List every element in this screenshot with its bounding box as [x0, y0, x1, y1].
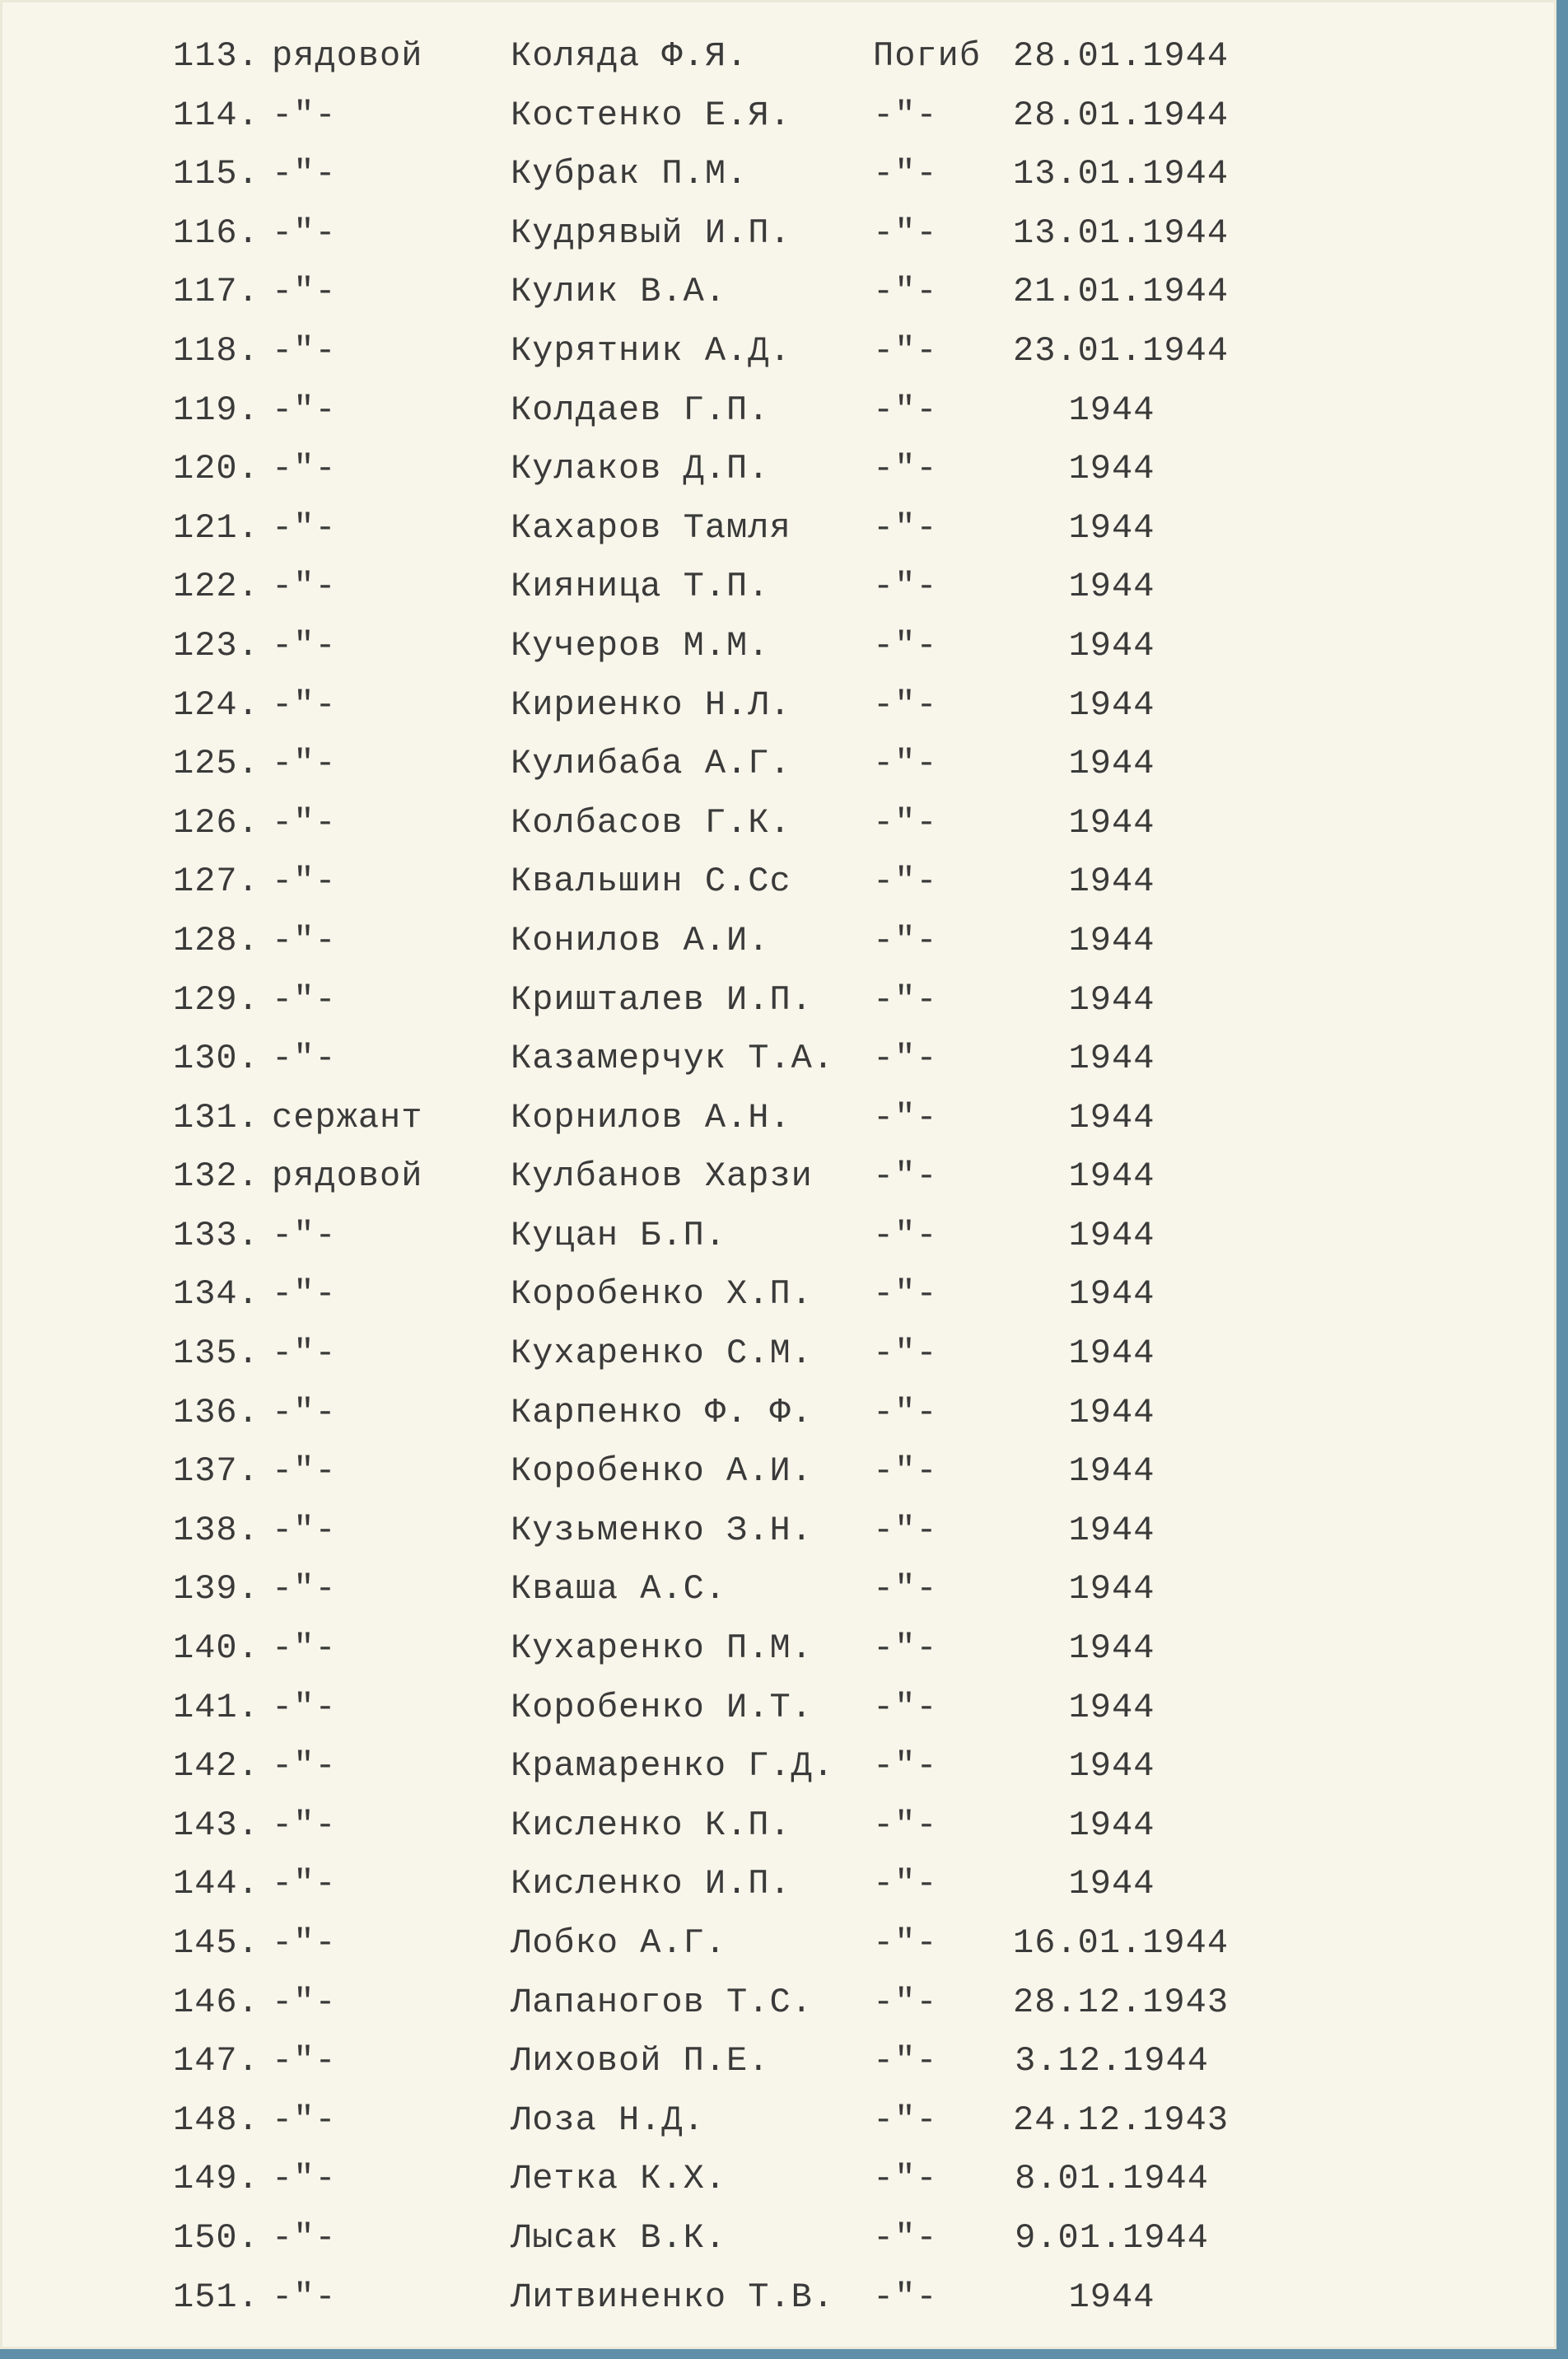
list-item [0, 1393, 1556, 1452]
entry-status: -"- [873, 507, 938, 548]
entry-rank: рядовой [272, 1156, 423, 1197]
entry-number: 129. [173, 979, 259, 1020]
entry-date: 1944 [1068, 1215, 1155, 1255]
entry-rank: -"- [272, 95, 337, 135]
entry-date: 1944 [1068, 449, 1155, 489]
entry-name: Конилов А.И. [511, 920, 770, 960]
entry-status: -"- [873, 95, 938, 135]
list-item [0, 626, 1556, 685]
list-item [0, 449, 1556, 508]
entry-name: Кулибаба А.Г. [511, 744, 791, 784]
entry-rank: -"- [272, 1982, 337, 2022]
list-item [0, 567, 1556, 626]
entry-number: 128. [173, 920, 259, 960]
entry-rank: -"- [272, 330, 337, 371]
entry-number: 116. [173, 213, 259, 253]
entry-status: -"- [873, 1510, 938, 1550]
list-item [0, 2218, 1556, 2277]
entry-name: Лоза Н.Д. [511, 2100, 705, 2140]
entry-number: 121. [173, 507, 259, 548]
entry-number: 139. [173, 1569, 259, 1609]
entry-name: Кулаков Д.П. [511, 449, 770, 489]
entry-status: -"- [873, 2041, 938, 2081]
entry-status: -"- [873, 1923, 938, 1963]
entry-name: Коробенко Х.П. [511, 1274, 813, 1315]
entry-rank: -"- [272, 2217, 337, 2258]
entry-date: 1944 [1068, 920, 1155, 960]
entry-number: 141. [173, 1687, 259, 1727]
entry-rank: -"- [272, 744, 337, 784]
entry-name: Кулбанов Харзи [511, 1156, 813, 1197]
entry-status: -"- [873, 862, 938, 902]
list-item [0, 921, 1556, 980]
list-item [0, 1216, 1556, 1275]
entry-rank: -"- [272, 979, 337, 1020]
entry-number: 143. [173, 1805, 259, 1845]
list-item [0, 1864, 1556, 1923]
list-item [0, 2159, 1556, 2218]
entry-status: -"- [873, 979, 938, 1020]
entry-date: 23.01.1944 [1013, 330, 1230, 371]
entry-rank: -"- [272, 1274, 337, 1315]
entry-number: 118. [173, 330, 259, 371]
entry-date: 1944 [1068, 1392, 1155, 1432]
list-item [0, 36, 1556, 96]
entry-date: 1944 [1068, 1864, 1155, 1904]
list-item [0, 1569, 1556, 1628]
entry-status: -"- [873, 1156, 938, 1197]
entry-date: 1944 [1068, 1156, 1155, 1197]
list-item [0, 862, 1556, 921]
entry-date: 3.12.1944 [1015, 2041, 1209, 2081]
entry-name: Кисленко К.П. [511, 1805, 791, 1845]
entry-date: 16.01.1944 [1013, 1923, 1230, 1963]
entry-number: 114. [173, 95, 259, 135]
entry-rank: -"- [272, 1569, 337, 1609]
entry-status: -"- [873, 1097, 938, 1137]
entry-date: 1944 [1068, 1274, 1155, 1315]
entry-rank: -"- [272, 1864, 337, 1904]
entry-name: Кириенко Н.Л. [511, 684, 791, 725]
entry-name: Карпенко Ф. Ф. [511, 1392, 813, 1432]
entry-number: 137. [173, 1451, 259, 1492]
entry-number: 148. [173, 2100, 259, 2140]
entry-number: 113. [173, 36, 259, 76]
list-item [0, 2277, 1556, 2337]
entry-number: 135. [173, 1334, 259, 1374]
entry-number: 140. [173, 1628, 259, 1669]
entry-status: -"- [873, 1982, 938, 2022]
entry-date: 1944 [1068, 1097, 1155, 1137]
entry-number: 131. [173, 1097, 259, 1137]
list-item [0, 1688, 1556, 1747]
entry-rank: -"- [272, 213, 337, 253]
list-item [0, 1098, 1556, 1157]
entry-name: Кваша А.С. [511, 1569, 727, 1609]
entry-rank: -"- [272, 567, 337, 607]
entry-date: 1944 [1068, 684, 1155, 725]
entry-rank: -"- [272, 1923, 337, 1963]
entry-status: -"- [873, 1569, 938, 1609]
entry-name: Кулик В.А. [511, 272, 727, 312]
entry-status: -"- [873, 213, 938, 253]
entry-date: 1944 [1068, 802, 1155, 843]
list-item [0, 2100, 1556, 2160]
entry-number: 127. [173, 862, 259, 902]
entry-number: 138. [173, 1510, 259, 1550]
entry-status: -"- [873, 744, 938, 784]
entry-date: 28.01.1944 [1013, 95, 1230, 135]
entry-date: 1944 [1068, 1628, 1155, 1669]
entry-date: 24.12.1943 [1013, 2100, 1230, 2140]
entry-number: 132. [173, 1156, 259, 1197]
list-item [0, 1628, 1556, 1688]
entry-rank: рядовой [272, 36, 423, 76]
entry-number: 126. [173, 802, 259, 843]
list-item [0, 1156, 1556, 1216]
entry-date: 1944 [1068, 2277, 1155, 2317]
entry-date: 1944 [1068, 1805, 1155, 1845]
list-item [0, 1805, 1556, 1865]
list-item [0, 1511, 1556, 1570]
list-item [0, 331, 1556, 390]
entry-number: 125. [173, 744, 259, 784]
entry-status: -"- [873, 2217, 938, 2258]
list-item [0, 685, 1556, 745]
entry-status: -"- [873, 2100, 938, 2140]
entry-date: 9.01.1944 [1015, 2217, 1209, 2258]
entry-number: 150. [173, 2217, 259, 2258]
entry-name: Летка К.Х. [511, 2159, 727, 2199]
entry-status: -"- [873, 1451, 938, 1492]
entry-name: Корнилов А.Н. [511, 1097, 791, 1137]
entry-rank: -"- [272, 1510, 337, 1550]
entry-status: -"- [873, 154, 938, 194]
entry-name: Лобко А.Г. [511, 1923, 727, 1963]
entry-rank: -"- [272, 684, 337, 725]
entry-name: Лиховой П.Е. [511, 2041, 770, 2081]
entry-name: Кудрявый И.П. [511, 213, 791, 253]
entry-name: Кисленко И.П. [511, 1864, 791, 1904]
entry-rank: -"- [272, 2041, 337, 2081]
entry-status: -"- [873, 1628, 938, 1669]
entry-date: 1944 [1068, 507, 1155, 548]
entry-number: 145. [173, 1923, 259, 1963]
entry-number: 124. [173, 684, 259, 725]
entry-status: -"- [873, 449, 938, 489]
list-item [0, 390, 1556, 450]
entry-rank: -"- [272, 2277, 337, 2317]
entry-status: -"- [873, 684, 938, 725]
entry-name: Кучеров М.М. [511, 625, 770, 666]
list-item [0, 272, 1556, 331]
entry-date: 1944 [1068, 625, 1155, 666]
entry-date: 1944 [1068, 567, 1155, 607]
entry-date: 13.01.1944 [1013, 213, 1230, 253]
entry-status: -"- [873, 802, 938, 843]
casualty-list [0, 36, 1556, 2336]
entry-name: Казамерчук Т.А. [511, 1039, 835, 1079]
entry-rank: -"- [272, 920, 337, 960]
list-item [0, 96, 1556, 155]
entry-number: 130. [173, 1039, 259, 1079]
entry-name: Квальшин С.Сс [511, 862, 791, 902]
entry-number: 115. [173, 154, 259, 194]
entry-name: Коробенко А.И. [511, 1451, 813, 1492]
list-item [0, 803, 1556, 862]
entry-date: 21.01.1944 [1013, 272, 1230, 312]
list-item [0, 1274, 1556, 1334]
entry-status: -"- [873, 2277, 938, 2317]
entry-date: 28.12.1943 [1013, 1982, 1230, 2022]
entry-rank: -"- [272, 154, 337, 194]
entry-status: -"- [873, 567, 938, 607]
list-item [0, 1334, 1556, 1393]
entry-name: Коляда Ф.Я. [511, 36, 749, 76]
entry-number: 151. [173, 2277, 259, 2317]
entry-number: 136. [173, 1392, 259, 1432]
entry-status: -"- [873, 920, 938, 960]
entry-name: Костенко Е.Я. [511, 95, 791, 135]
entry-status: -"- [873, 625, 938, 666]
entry-name: Кухаренко С.М. [511, 1334, 813, 1374]
entry-rank: -"- [272, 1687, 337, 1727]
list-item [0, 508, 1556, 568]
entry-name: Крамаренко Г.Д. [511, 1746, 835, 1787]
entry-number: 144. [173, 1864, 259, 1904]
entry-rank: -"- [272, 390, 337, 430]
entry-status: -"- [873, 1687, 938, 1727]
entry-status: -"- [873, 1746, 938, 1787]
entry-name: Куцан Б.П. [511, 1215, 727, 1255]
entry-number: 146. [173, 1982, 259, 2022]
entry-rank: -"- [272, 507, 337, 548]
list-item [0, 1451, 1556, 1511]
entry-rank: -"- [272, 2100, 337, 2140]
list-item [0, 1923, 1556, 1983]
entry-rank: -"- [272, 802, 337, 843]
entry-rank: -"- [272, 1451, 337, 1492]
entry-rank: -"- [272, 1746, 337, 1787]
entry-name: Колбасов Г.К. [511, 802, 791, 843]
entry-status: -"- [873, 390, 938, 430]
entry-status: -"- [873, 2159, 938, 2199]
entry-name: Лысак В.К. [511, 2217, 727, 2258]
entry-rank: -"- [272, 1392, 337, 1432]
entry-name: Кубрак П.М. [511, 154, 749, 194]
entry-name: Колдаев Г.П. [511, 390, 770, 430]
entry-number: 123. [173, 625, 259, 666]
entry-status: -"- [873, 1215, 938, 1255]
entry-date: 1944 [1068, 1039, 1155, 1079]
entry-number: 147. [173, 2041, 259, 2081]
entry-name: Кухаренко П.М. [511, 1628, 813, 1669]
entry-name: Кияница Т.П. [511, 567, 770, 607]
entry-status: -"- [873, 1274, 938, 1315]
entry-date: 1944 [1068, 390, 1155, 430]
list-item [0, 2041, 1556, 2100]
entry-name: Кузьменко З.Н. [511, 1510, 813, 1550]
entry-date: 8.01.1944 [1015, 2159, 1209, 2199]
entry-number: 122. [173, 567, 259, 607]
entry-status: -"- [873, 1392, 938, 1432]
entry-number: 149. [173, 2159, 259, 2199]
entry-date: 28.01.1944 [1013, 36, 1230, 76]
entry-rank: -"- [272, 862, 337, 902]
entry-date: 1944 [1068, 1451, 1155, 1492]
entry-name: Лапаногов Т.С. [511, 1982, 813, 2022]
entry-rank: сержант [272, 1097, 423, 1137]
entry-rank: -"- [272, 1039, 337, 1079]
entry-status: -"- [873, 1334, 938, 1374]
entry-date: 1944 [1068, 1334, 1155, 1374]
entry-date: 1944 [1068, 744, 1155, 784]
entry-date: 1944 [1068, 1687, 1155, 1727]
entry-date: 1944 [1068, 1569, 1155, 1609]
entry-rank: -"- [272, 272, 337, 312]
entry-number: 117. [173, 272, 259, 312]
entry-number: 133. [173, 1215, 259, 1255]
entry-rank: -"- [272, 1628, 337, 1669]
list-item [0, 213, 1556, 273]
entry-status: -"- [873, 272, 938, 312]
list-item [0, 154, 1556, 213]
entry-status: -"- [873, 1805, 938, 1845]
entry-status: Погиб [873, 36, 982, 76]
entry-rank: -"- [272, 2159, 337, 2199]
entry-name: Кахаров Тамля [511, 507, 791, 548]
entry-date: 1944 [1068, 862, 1155, 902]
entry-status: -"- [873, 1864, 938, 1904]
entry-date: 1944 [1068, 979, 1155, 1020]
entry-status: -"- [873, 330, 938, 371]
entry-rank: -"- [272, 1805, 337, 1845]
entry-rank: -"- [272, 449, 337, 489]
entry-date: 1944 [1068, 1746, 1155, 1787]
entry-rank: -"- [272, 1334, 337, 1374]
entry-rank: -"- [272, 1215, 337, 1255]
list-item [0, 744, 1556, 803]
list-item [0, 1746, 1556, 1805]
list-item [0, 980, 1556, 1039]
entry-name: Коробенко И.Т. [511, 1687, 813, 1727]
list-item [0, 1039, 1556, 1098]
entry-status: -"- [873, 1039, 938, 1079]
entry-number: 142. [173, 1746, 259, 1787]
entry-date: 1944 [1068, 1510, 1155, 1550]
entry-name: Литвиненко Т.В. [511, 2277, 835, 2317]
entry-number: 134. [173, 1274, 259, 1315]
entry-date: 13.01.1944 [1013, 154, 1230, 194]
entry-number: 120. [173, 449, 259, 489]
entry-rank: -"- [272, 625, 337, 666]
entry-number: 119. [173, 390, 259, 430]
entry-name: Курятник А.Д. [511, 330, 791, 371]
entry-name: Кришталев И.П. [511, 979, 813, 1020]
list-item [0, 1983, 1556, 2042]
